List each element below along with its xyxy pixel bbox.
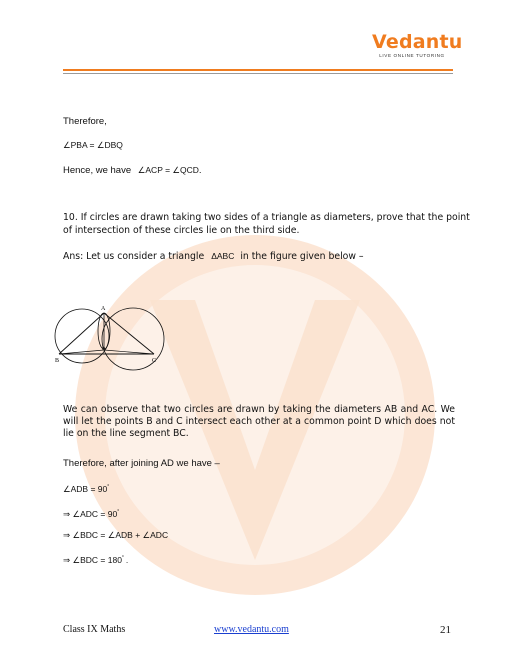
text-therefore-joining: Therefore, after joining AD we have – xyxy=(63,458,220,469)
question-line2: of intersection of these circles lie on the third side. xyxy=(63,225,300,236)
text-therefore: Therefore, xyxy=(63,116,107,127)
side-ac xyxy=(104,313,154,354)
label-c: C xyxy=(152,358,157,364)
degree-sup: ° xyxy=(107,484,110,490)
logo-tagline: LIVE ONLINE TUTORING xyxy=(379,53,445,58)
label-b: B xyxy=(55,358,60,364)
two-circles-figure xyxy=(50,300,168,372)
side-ab xyxy=(59,313,104,354)
segment-dc xyxy=(104,350,154,354)
equation-adc xyxy=(63,506,119,520)
hence-equation: ∠ACP = ∠QCD xyxy=(137,165,199,175)
footer-website-link[interactable]: www.vedantu.com xyxy=(214,624,289,635)
label-a: A xyxy=(101,306,106,312)
answer-tail: in the figure given below – xyxy=(240,251,364,262)
degree-sup: ° xyxy=(121,555,124,561)
equation-bdc-sum: ⇒ ∠BDC = ∠ADB + ∠ADC xyxy=(63,530,169,540)
question-number: 10. xyxy=(63,212,78,223)
label-d: D xyxy=(102,346,106,351)
question-text-line1: If circles are drawn taking two sides of a triangle as diameters, prove that the point xyxy=(80,212,470,223)
header-rule-gray xyxy=(63,73,453,74)
equation-bdc-text: ⇒ ∠BDC = 180 xyxy=(63,555,122,565)
circle-ab xyxy=(55,309,109,363)
vedantu-logo xyxy=(372,31,463,58)
question-line1 xyxy=(63,212,470,224)
equation-adb-text: ∠ADB = 90 xyxy=(63,484,108,494)
header-rule-orange xyxy=(63,69,453,71)
hence-end: . xyxy=(198,165,202,176)
segment-bd xyxy=(59,350,104,354)
equation-adc-text: ⇒ ∠ADC = 90 xyxy=(63,509,118,519)
hence-lead: Hence, we have xyxy=(63,165,132,176)
answer-lead: Ans: Let us consider a triangle xyxy=(63,251,205,262)
logo-word: Vedantu xyxy=(372,31,463,53)
footer-class-label: Class IX Maths xyxy=(63,624,126,635)
equation-end: . xyxy=(125,555,129,565)
page-number: 21 xyxy=(440,624,451,636)
equation-adb xyxy=(63,481,109,495)
observation-paragraph: We can observe that two circles are drawn by taking the diameters AB and AC. We will let the points B and C intersect each other at a common point D which does not lie on the line segment BC. xyxy=(63,404,455,439)
equation-bdc-180 xyxy=(63,552,128,566)
answer-triangle: ΔABC xyxy=(211,251,235,261)
answer-line xyxy=(63,250,364,263)
degree-sup: ° xyxy=(117,509,120,515)
equation-pba: ∠PBA = ∠DBQ xyxy=(63,140,123,150)
hence-line xyxy=(63,164,202,177)
